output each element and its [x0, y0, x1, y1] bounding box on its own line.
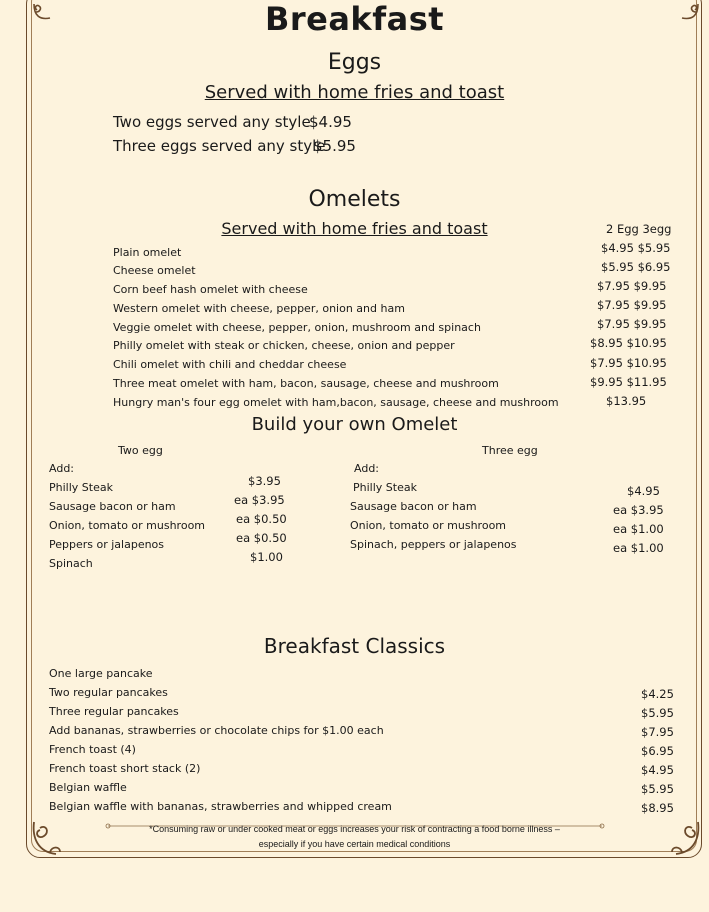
omelet-item: Philly omelet with steak or chicken, cheese, onion and pepper	[113, 339, 455, 352]
three-egg-item: Spinach, peppers or jalapenos	[350, 538, 517, 551]
eggs-subheading: Served with home fries and toast	[204, 82, 505, 103]
classic-price: $8.95	[641, 801, 674, 815]
three-egg-price: ea $1.00	[613, 522, 664, 536]
egg-item-price: $5.95	[313, 137, 356, 155]
two-egg-item: Spinach	[49, 557, 93, 570]
three-egg-label: Three egg	[482, 444, 538, 457]
omelet-price: $9.95 $11.95	[590, 375, 667, 389]
page-title: Breakfast	[264, 0, 445, 38]
two-egg-price: ea $0.50	[236, 512, 287, 526]
omelet-price: $4.95 $5.95	[601, 241, 671, 255]
health-warning-cont: especially if you have certain medical conditions	[258, 839, 451, 849]
two-egg-item: Onion, tomato or mushroom	[49, 519, 206, 532]
omelet-column-header: 2 Egg 3egg	[606, 222, 672, 236]
omelet-item: Veggie omelet with cheese, pepper, onion, mushroom and spinach	[113, 321, 481, 334]
three-egg-price: $4.95	[627, 484, 660, 498]
classic-price: $4.95	[641, 763, 674, 777]
omelet-price: $7.95 $9.95	[597, 298, 667, 312]
omelet-item: Chili omelet with chili and cheddar cheese	[113, 358, 347, 371]
two-egg-label: Two egg	[118, 444, 163, 457]
omelet-item: Cheese omelet	[113, 264, 196, 277]
two-egg-price: $1.00	[250, 550, 283, 564]
omelet-item: Plain omelet	[113, 246, 182, 259]
build-heading: Build your own Omelet	[251, 414, 458, 435]
classic-item: One large pancake	[49, 667, 153, 680]
two-egg-item: Peppers or jalapenos	[49, 538, 165, 551]
classic-price: $5.95	[641, 706, 674, 720]
three-egg-price: ea $3.95	[613, 503, 664, 517]
classic-item: Three regular pancakes	[49, 705, 179, 718]
classics-heading: Breakfast Classics	[263, 634, 446, 658]
omelet-price: $7.95 $9.95	[597, 279, 667, 293]
classic-item: Add bananas, strawberries or chocolate chips for $1.00 each	[49, 724, 384, 737]
classic-price: $6.95	[641, 744, 674, 758]
omelet-price: $5.95 $6.95	[601, 260, 671, 274]
omelet-item: Western omelet with cheese, pepper, onion and ham	[113, 302, 405, 315]
classic-price: $5.95	[641, 782, 674, 796]
egg-item-name: Three eggs served any style	[113, 137, 326, 155]
omelet-price: $8.95 $10.95	[590, 336, 667, 350]
omelet-item: Hungry man's four egg omelet with ham,bacon, sausage, cheese and mushroom	[113, 396, 559, 409]
three-egg-price: ea $1.00	[613, 541, 664, 555]
health-warning: *Consuming raw or under cooked meat or eggs increases your risk of contracting a food borne illness –	[149, 824, 560, 834]
three-egg-add: Add:	[354, 462, 380, 475]
two-egg-add: Add:	[49, 462, 75, 475]
three-egg-item: Sausage bacon or ham	[350, 500, 477, 513]
two-egg-price: ea $3.95	[234, 493, 285, 507]
classic-item: French toast short stack (2)	[49, 762, 201, 775]
omelets-subheading: Served with home fries and toast	[221, 219, 488, 238]
omelet-price: $13.95	[606, 394, 647, 408]
classic-price: $7.95	[641, 725, 674, 739]
two-egg-item: Philly Steak	[49, 481, 113, 494]
omelet-price: $7.95 $9.95	[597, 317, 667, 331]
eggs-heading: Eggs	[327, 50, 382, 75]
omelet-item: Corn beef hash omelet with cheese	[113, 283, 308, 296]
omelet-price: $7.95 $10.95	[590, 356, 667, 370]
egg-item-name: Two eggs served any style	[113, 113, 311, 131]
egg-item-price: $4.95	[309, 113, 352, 131]
two-egg-price: $3.95	[248, 474, 281, 488]
three-egg-item: Onion, tomato or mushroom	[350, 519, 507, 532]
classic-item: French toast (4)	[49, 743, 136, 756]
omelet-item: Three meat omelet with ham, bacon, sausage, cheese and mushroom	[113, 377, 499, 390]
classic-item: Two regular pancakes	[49, 686, 168, 699]
classic-item: Belgian waffle with bananas, strawberries and whipped cream	[49, 800, 392, 813]
three-egg-item: Philly Steak	[353, 481, 417, 494]
classic-price: $4.25	[641, 687, 674, 701]
classic-item: Belgian waffle	[49, 781, 127, 794]
two-egg-item: Sausage bacon or ham	[49, 500, 176, 513]
omelets-heading: Omelets	[308, 187, 401, 212]
two-egg-price: ea $0.50	[236, 531, 287, 545]
